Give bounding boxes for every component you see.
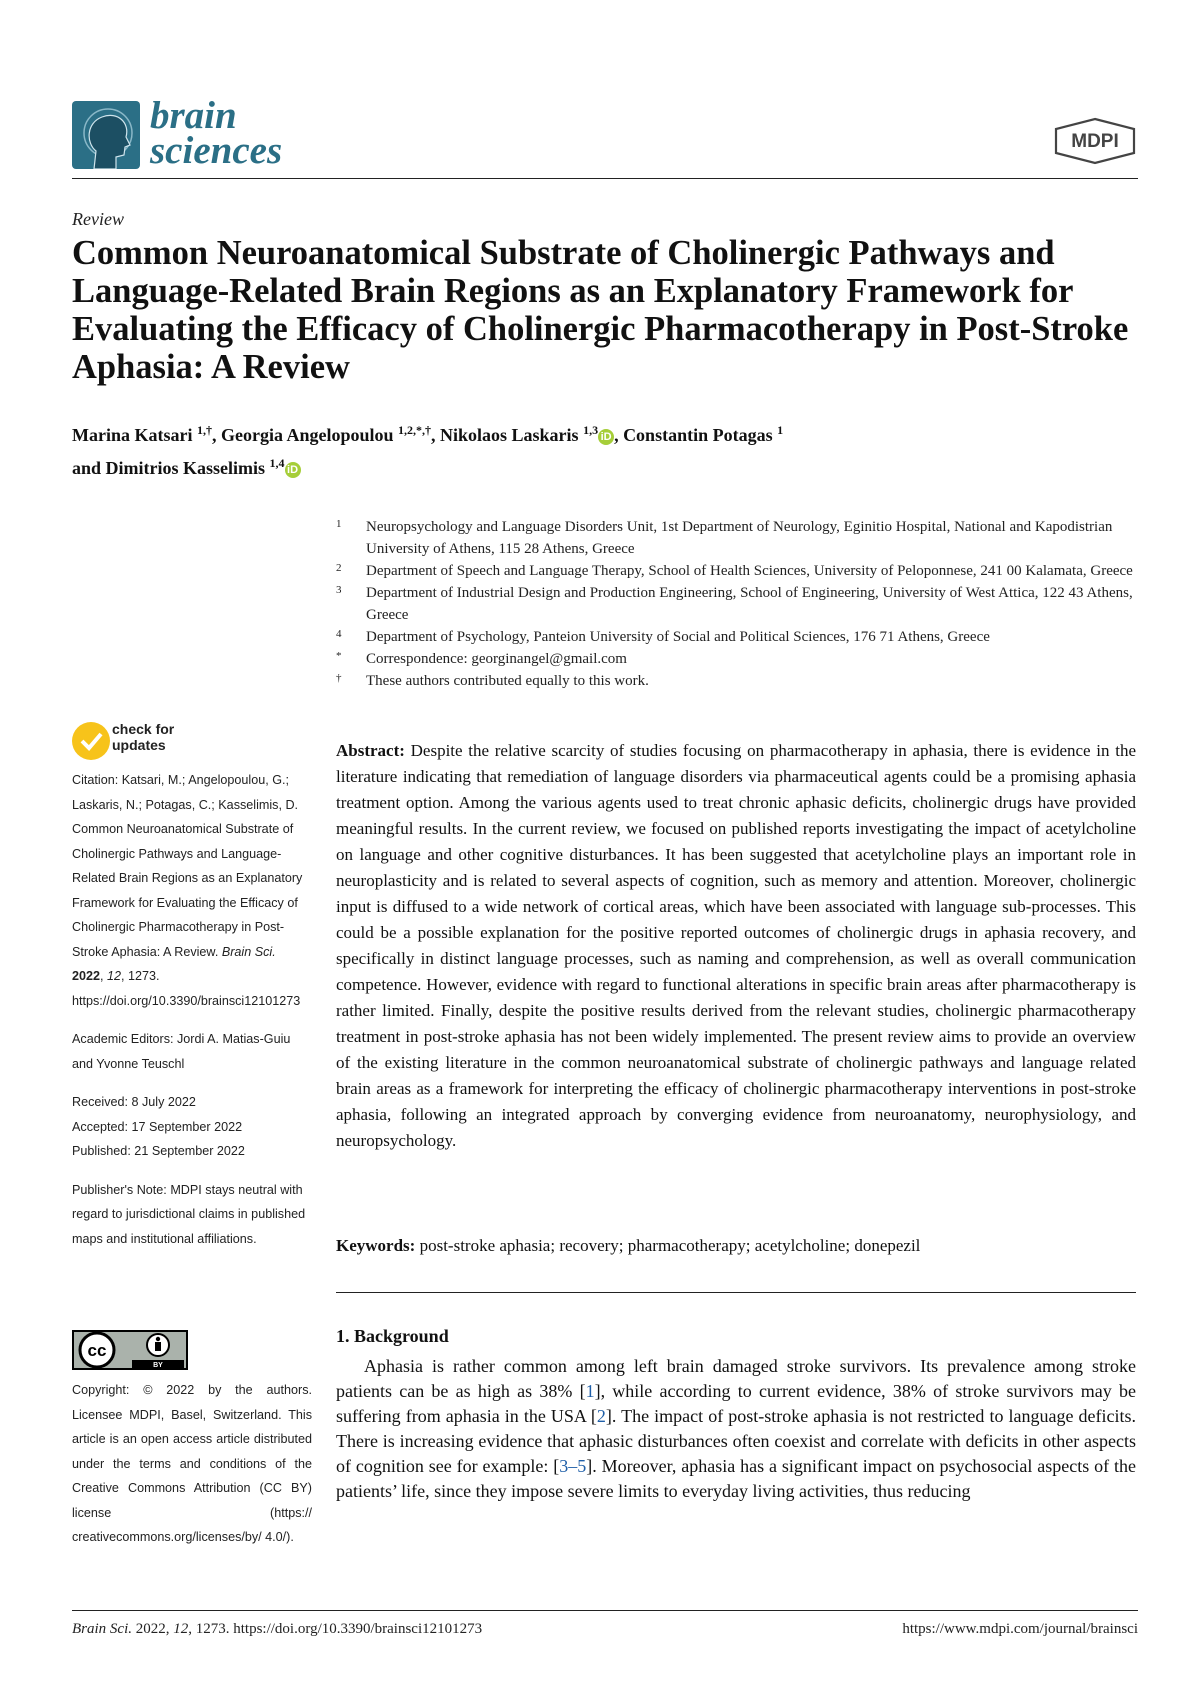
journal-logo-icon (72, 101, 140, 169)
keywords-label: Keywords: (336, 1236, 416, 1255)
citation-year: 2022 (72, 969, 101, 983)
body-paragraph: Aphasia is rather common among left brain damaged stroke survivors. Its prevalence among stroke patients can be as high as 38% [1], while according to current evidence, 38% of stroke survivors may be suffering from aphasia in the USA [2]. The impact of post-stroke aphasia is not restricted to language deficits. There is increasing evidence that aphasic disturbances often coexist and correlate with deficits in other aspects of cognition see for example: [3–5]. Moreover, aphasia has a significant impact on psychosocial aspects of the patients’ life, since they impose severe limits to everyday living activities, thus reducing (336, 1356, 1136, 1501)
abstract (336, 738, 1136, 1154)
citation-label: Citation: (72, 773, 119, 787)
affiliation-text: Department of Psychology, Panteion University of Social and Political Sciences, 176 71 Athens, Greece (366, 629, 990, 645)
affiliation-text: Neuropsychology and Language Disorders Unit, 1st Department of Neurology, Eginitio Hospital, National and Kapodistrian University of Athens, 115 28 Athens, Greece (366, 519, 1113, 557)
abstract-label: Abstract: (336, 741, 405, 760)
citation-doi[interactable]: , 1273. https://doi.org/10.3390/brainsci12101273 (72, 969, 301, 1008)
affiliation-text: Correspondence: georginangel@gmail.com (366, 651, 627, 667)
author-list: Marina Katsari $^{1,\dagger}$, Georgia Angelopoulou $^{1,2,*,\dagger}$, Nikolaos Laskaris $^{1,3}$ iD , Constantin Potagas $^1$ and Dimitrios Kasselimis $^{1,4}$ iD (72, 423, 784, 478)
section-heading: 1. Background (336, 1326, 449, 1346)
article-info-sidebar (72, 768, 310, 1265)
affiliation-text: Department of Industrial Design and Production Engineering, School of Engineering, University of West Attica, 122 43 Athens, Greece (366, 585, 1133, 623)
accepted-date: Accepted: 17 September 2022 (72, 1119, 243, 1134)
reference-link[interactable]: 3–5 (559, 1456, 587, 1476)
journal-name: brain sciences (150, 94, 283, 172)
keywords-text: post-stroke aphasia; recovery; pharmacotherapy; acetylcholine; donepezil (419, 1236, 921, 1255)
orcid-icon[interactable]: iD (285, 462, 301, 478)
svg-text:BY: BY (153, 1362, 163, 1369)
article-title: Common Neuroanatomical Substrate of Cholinergic Pathways and Language-Related Brain Regions as an Explanatory Framework for Evaluating the Efficacy of Cholinergic Pharmacotherapy in Post-Stroke Aphasia: A Review (72, 234, 1129, 386)
journal-url-link[interactable]: https://www.mdpi.com/journal/brainsci (902, 1621, 1138, 1637)
author-affiliation-marks: 1 (777, 423, 784, 437)
affiliation-mark: 1 (336, 518, 342, 530)
svg-text:cc: cc (87, 1341, 107, 1360)
cc-by-license-icon[interactable] (72, 1330, 188, 1370)
author-affiliation-marks: 1,4 (269, 456, 285, 470)
author-name[interactable]: Georgia Angelopoulou (220, 425, 399, 445)
author-name[interactable]: Nikolaos Laskaris (440, 425, 584, 445)
copyright-notice: Copyright: © 2022 by the authors. Licensee MDPI, Basel, Switzerland. This article is an open access article distributed under the terms and conditions of the Creative Commons Attribution (CC BY) license (https:// creativecommons.org/licenses/by/ 4.0/). (72, 1383, 312, 1544)
author-name[interactable]: Dimitrios Kasselimis (105, 458, 270, 478)
section-divider (336, 1292, 1136, 1293)
author-affiliation-marks: 1,2,*,† (398, 423, 432, 437)
check-updates-label: check for updates (112, 721, 175, 753)
footer-citation: Brain Sci. 2022, 12, 1273. https://doi.org/10.3390/brainsci12101273 (72, 1621, 483, 1637)
affiliation-item (336, 560, 1136, 582)
header-divider (72, 178, 1138, 179)
author-affiliation-marks: 1,† (196, 423, 212, 437)
orcid-icon[interactable]: iD (598, 429, 614, 445)
affiliation-mark: 2 (336, 562, 342, 574)
affiliation-mark: 3 (336, 584, 342, 596)
mdpi-logo-icon (1052, 117, 1138, 165)
author-name[interactable]: Constantin Potagas (623, 425, 778, 445)
citation-block: Citation: Katsari, M.; Angelopoulou, G.; Laskaris, N.; Potagas, C.; Kasselimis, D. Common Neuroanatomical Substrate of Cholinergic Pathways and Language-Related Brain Regions as an Explanatory Framework for Evaluating the Efficacy of Cholinergic Pharmacotherapy in Post-Stroke Aphasia: A Review. Brain Sci. 2022, 12, 1273. https://doi.org/10.3390/brainsci12101273 (72, 773, 303, 1008)
keywords (336, 1236, 1136, 1256)
affiliation-text: These authors contributed equally to this work. (366, 673, 649, 689)
reference-link[interactable]: 1 (585, 1381, 595, 1401)
affiliation-item (336, 626, 1136, 648)
affiliation-text: Department of Speech and Language Therapy, School of Health Sciences, University of Peloponnese, 241 00 Kalamata, Greece (366, 563, 1133, 579)
dates-block (72, 1090, 310, 1164)
publisher-note: Publisher's Note: MDPI stays neutral with regard to jurisdictional claims in published maps and institutional affiliations. (72, 1182, 306, 1246)
article-type: Review (72, 209, 124, 229)
affiliation-item (336, 648, 1136, 670)
affiliation-item (336, 670, 1136, 692)
affiliation-mark: 4 (336, 628, 342, 640)
mdpi-logo-text: MDPI (1071, 131, 1119, 152)
check-updates-icon (72, 722, 110, 760)
affiliation-item (336, 516, 1136, 560)
footer-divider (72, 1610, 1138, 1611)
citation-journal: Brain Sci. (221, 944, 276, 959)
citation-volume: 12 (107, 969, 122, 983)
affiliation-item (336, 582, 1136, 626)
author-joiner: and (72, 458, 106, 478)
abstract-text: Despite the relative scarcity of studies focusing on pharmacotherapy in aphasia, there is evidence in the literature indicating that remediation of language disorders via pharmaceutical agents could be a promising aphasia treatment option. Among the various agents used to treat chronic aphasic deficits, cholinergic drugs have provided meaningful results. In the current review, we focused on published reports investigating the impact of acetylcholine on language and other cognitive disturbances. It has been suggested that acetylcholine plays an important role in neuroplasticity and is related to several aspects of cognition, such as memory and attention. Moreover, cholinergic input is diffused to a wide network of cortical areas, which have been associated with language sub-processes. This could be a possible explanation for the positive reported outcomes of cholinergic drugs in aphasia recovery, and specifically in distinct language processes, such as naming and comprehension, as well as overall communication competence. However, evidence with regard to functional alterations in specific brain areas after pharmacotherapy is rather limited. Finally, despite the positive results derived from the relevant studies, cholinergic pharmacotherapy treatment in post-stroke aphasia has not been widely implemented. The present review aims to provide an overview of the existing literature in the common neuroanatomical substrate of cholinergic pathways and language related brain areas as a framework for interpreting the efficacy of cholinergic pharmacotherapy interventions in post-stroke aphasia, following an integrated approach by converging evidence from neuroanatomy, neurophysiology, and neuropsychology. (336, 741, 1137, 1150)
published-date: Published: 21 September 2022 (72, 1144, 245, 1158)
academic-editors: Academic Editors: Jordi A. Matias-Guiu and Yvonne Teuschl (72, 1032, 291, 1071)
affiliation-mark: † (336, 672, 342, 684)
received-date: Received: 8 July 2022 (72, 1095, 196, 1109)
reference-link[interactable]: 2 (596, 1406, 606, 1426)
author-affiliation-marks: 1,3 (583, 423, 599, 437)
author-name[interactable]: Marina Katsari (72, 425, 197, 445)
affiliations (336, 516, 1136, 692)
citation-text: Katsari, M.; Angelopoulou, G.; Laskaris, N.; Potagas, C.; Kasselimis, D. Common Neuroanatomical Substrate of Cholinergic Pathways and Language-Related Brain Regions as an Explanatory Framework for Evaluating the Efficacy of Cholinergic Pharmacotherapy in Post-Stroke Aphasia: A Review. (72, 773, 303, 959)
affiliation-mark: * (336, 650, 342, 662)
